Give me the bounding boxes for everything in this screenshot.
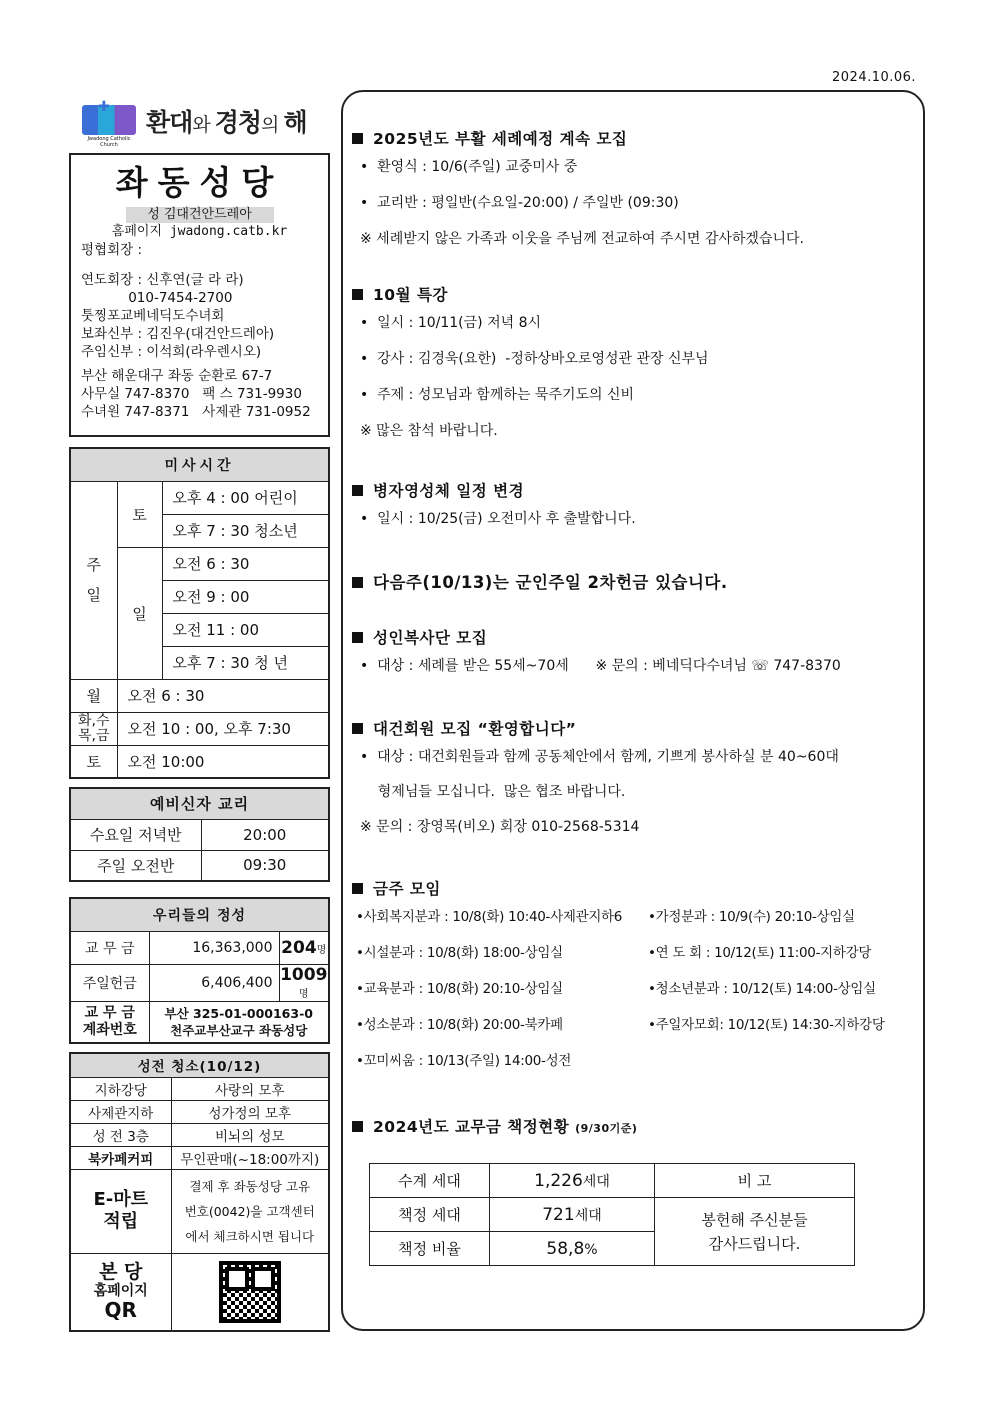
offering-amount: 6,406,400 bbox=[149, 964, 279, 1001]
cross-icon: ✚ bbox=[98, 99, 110, 115]
cleaning-group: 무인판매(~18:00까지) bbox=[171, 1146, 329, 1169]
weekday-label: 토 bbox=[70, 745, 117, 778]
mass-time: 오전 9 : 00 bbox=[162, 580, 329, 613]
meeting-item: •청소년분과 : 10/12(토) 14:00-상임실 bbox=[648, 981, 876, 997]
address: 부산 해운대구 좌동 순환로 67-7 bbox=[81, 368, 273, 384]
meeting-item: •성소분과 : 10/8(화) 20:00-북카페 bbox=[356, 1017, 563, 1033]
cleaning-title: 성전 청소(10/12) bbox=[70, 1053, 329, 1077]
status-value: 721세대 bbox=[490, 1198, 655, 1232]
account-label: 교 무 금 계좌번호 bbox=[70, 1001, 149, 1043]
council-president: 평협회장 : bbox=[81, 242, 143, 258]
sisters-order: 툿찡포교베네딕도수녀회 bbox=[81, 308, 225, 324]
catechism-table bbox=[69, 787, 330, 882]
mass-time: 오후 4 : 00 어린이 bbox=[162, 481, 329, 514]
status-label: 책정 비율 bbox=[370, 1232, 490, 1266]
emart-instructions: 결제 후 좌동성당 고유 번호(0042)을 고객센터 에서 체크하시면 됩니다 bbox=[171, 1169, 329, 1253]
notice-meetings: 금주 모임 •사회복지분과 : 10/8(화) 10:40-사제관지하6 •시설분과 : 10/8(화) 18:00-상임실 •교육분과 : 10/8(화) 20:10-상임실 •성소분과 : 10/8(화) 20:00-북카페 •꼬미씨움 : 10/13(주일) 14:00-성전 •가정분과 : 10/9(수) 20:10-상임실 •연 도 회 : 10/12(토) 11:00-지하강당 •청소년분과 : 10/12(토) 14:00-상임실 •주일자모회: 10/12(토) 14:30-지하강당 bbox=[352, 877, 912, 1079]
meeting-item: •연 도 회 : 10/12(토) 11:00-지하강당 bbox=[648, 945, 872, 961]
offering-count: 204 bbox=[281, 937, 317, 958]
weekday-label: 월 bbox=[70, 679, 117, 712]
assistant-priest: 보좌신부 : 김진우(대건안드레아) bbox=[81, 326, 275, 342]
cleaning-place: 북카페커피 bbox=[70, 1146, 171, 1169]
saturday-label: 토 bbox=[117, 481, 162, 547]
header-logo-row bbox=[80, 98, 330, 148]
convent-phone: 수녀원 747-8371 사제관 731-0952 bbox=[81, 404, 311, 420]
mass-title: 미사시간 bbox=[70, 448, 329, 481]
yeondo-president: 연도회장 : 신후연(글 라 라) bbox=[81, 272, 244, 288]
sunday-label: 주 일 bbox=[70, 481, 117, 679]
notice-altar-servers: 성인복사단 모집 • 대상 : 세례를 받은 55세~70세 ※ 문의 : 베네딕다수녀님 ☏ 747-8370 bbox=[352, 626, 912, 684]
meeting-item: •교육분과 : 10/8(화) 20:10-상임실 bbox=[356, 981, 563, 997]
notice-military-sunday: 다음주(10/13)는 군인주일 2차헌금 있습니다. bbox=[352, 569, 912, 593]
account-number: 부산 325-01-000163-0 천주교부산교구 좌동성당 bbox=[149, 1001, 329, 1043]
catechism-class: 수요일 저녁반 bbox=[70, 819, 201, 850]
issue-date: 2024.10.06. bbox=[832, 70, 917, 85]
slogan: 환대와 경청의 해 bbox=[146, 108, 307, 137]
offering-amount: 16,363,000 bbox=[149, 931, 279, 964]
cleaning-group: 비뇌의 성모 bbox=[171, 1123, 329, 1146]
weekday-time: 오전 10:00 bbox=[117, 745, 329, 778]
notice-lecture: 10월 특강 • 일시 : 10/11(금) 저녁 8시 • 강사 : 김경욱(요한) -정하상바오로영성관 관장 신부님 • 주제 : 성모님과 함께하는 묵주기도의 신비 ※ 많은 참석 바랍니다. bbox=[352, 283, 912, 449]
cleaning-group: 성가정의 모후 bbox=[171, 1100, 329, 1123]
weekday-label: 화,수 목,금 bbox=[70, 712, 117, 745]
church-logo: ✚ Jwadong Catholic Church bbox=[80, 99, 138, 143]
mass-time: 오후 7 : 30 청 년 bbox=[162, 646, 329, 679]
homepage: 홈페이지 jwadong.catb.kr bbox=[111, 224, 288, 239]
weekday-time: 오전 6 : 30 bbox=[117, 679, 329, 712]
notices-panel bbox=[341, 90, 925, 1331]
offering-name: 교 무 금 bbox=[70, 931, 149, 964]
weekday-time: 오전 10 : 00, 오후 7:30 bbox=[117, 712, 329, 745]
sunday-day-label: 일 bbox=[117, 547, 162, 679]
patron-saint: 성 김대건안드레아 bbox=[126, 207, 274, 223]
meeting-item: •가정분과 : 10/9(수) 20:10-상임실 bbox=[648, 909, 855, 925]
mass-times-table bbox=[69, 447, 330, 779]
office-phone: 사무실 747-8370 팩 스 731-9930 bbox=[81, 386, 302, 402]
pastor: 주임신부 : 이석희(라우렌시오) bbox=[81, 344, 262, 360]
cleaning-place: 지하강당 bbox=[70, 1077, 171, 1100]
meeting-item: •시설분과 : 10/8(화) 18:00-상임실 bbox=[356, 945, 563, 961]
remark-header: 비 고 bbox=[655, 1164, 855, 1198]
homepage-qr-code[interactable] bbox=[219, 1261, 281, 1323]
mass-time: 오전 11 : 00 bbox=[162, 613, 329, 646]
cleaning-place: 성 전 3층 bbox=[70, 1123, 171, 1146]
tithe-status-table bbox=[369, 1163, 855, 1266]
catechism-title: 예비신자 교리 bbox=[70, 788, 329, 819]
meeting-item: •주일자모회: 10/12(토) 14:30-지하강당 bbox=[648, 1017, 885, 1033]
emart-label: E-마트 적립 bbox=[70, 1169, 171, 1253]
status-label: 수계 세대 bbox=[370, 1164, 490, 1198]
remark-text: 봉헌해 주신분들 감사드립니다. bbox=[655, 1198, 855, 1266]
yeondo-phone: 010-7454-2700 bbox=[81, 290, 233, 306]
cleaning-table bbox=[69, 1052, 330, 1332]
meeting-item: •꼬미씨움 : 10/13(주일) 14:00-성전 bbox=[356, 1053, 572, 1069]
meeting-item: •사회복지분과 : 10/8(화) 10:40-사제관지하6 bbox=[356, 909, 623, 925]
catechism-time: 09:30 bbox=[201, 850, 329, 881]
offering-count: 1009 bbox=[280, 964, 328, 985]
qr-label: 본 당 홈페이지 QR bbox=[70, 1253, 171, 1331]
offering-title: 우리들의 정성 bbox=[70, 898, 329, 931]
status-label: 책정 세대 bbox=[370, 1198, 490, 1232]
notice-tithe-status: 2024년도 교무금 책정현황 (9/30기준) bbox=[352, 1115, 912, 1137]
church-info-box bbox=[69, 153, 330, 437]
status-value: 1,226세대 bbox=[490, 1164, 655, 1198]
cleaning-group: 사랑의 모후 bbox=[171, 1077, 329, 1100]
offering-name: 주일헌금 bbox=[70, 964, 149, 1001]
notice-daegeon-members: 대건회원 모집 “환영합니다” • 대상 : 대건회원들과 함께 공동체안에서 함께, 기쁘게 봉사하실 분 40~60대 형제님들 모십니다. 많은 협조 바랍니다. ※ 문의 : 장영목(비오) 회장 010-2568-5314 bbox=[352, 717, 912, 845]
catechism-class: 주일 오전반 bbox=[70, 850, 201, 881]
cleaning-place: 사제관지하 bbox=[70, 1100, 171, 1123]
catechism-time: 20:00 bbox=[201, 819, 329, 850]
church-name: 좌동성당 bbox=[115, 163, 284, 202]
offering-table: 우리들의 정성 교 무 금 16,363,000 204명 주일헌금 6,406,400 1009명 교 무 금 계좌번호 부산 325-01-000163-0 천주교부산교구 좌동성당 bbox=[69, 897, 330, 1044]
mass-time: 오후 7 : 30 청소년 bbox=[162, 514, 329, 547]
notice-sick-communion: 병자영성체 일정 변경 • 일시 : 10/25(금) 오전미사 후 출발합니다. bbox=[352, 479, 912, 537]
notice-baptism: 2025년도 부활 세례예정 계속 모집 • 환영식 : 10/6(주일) 교중미사 중 • 교리반 : 평일반(수요일-20:00) / 주일반 (09:30) ※ 세례받지 않은 가족과 이웃을 주님께 전교하여 주시면 감사하겠습니다. bbox=[352, 127, 912, 257]
status-value: 58,8% bbox=[490, 1232, 655, 1266]
mass-time: 오전 6 : 30 bbox=[162, 547, 329, 580]
